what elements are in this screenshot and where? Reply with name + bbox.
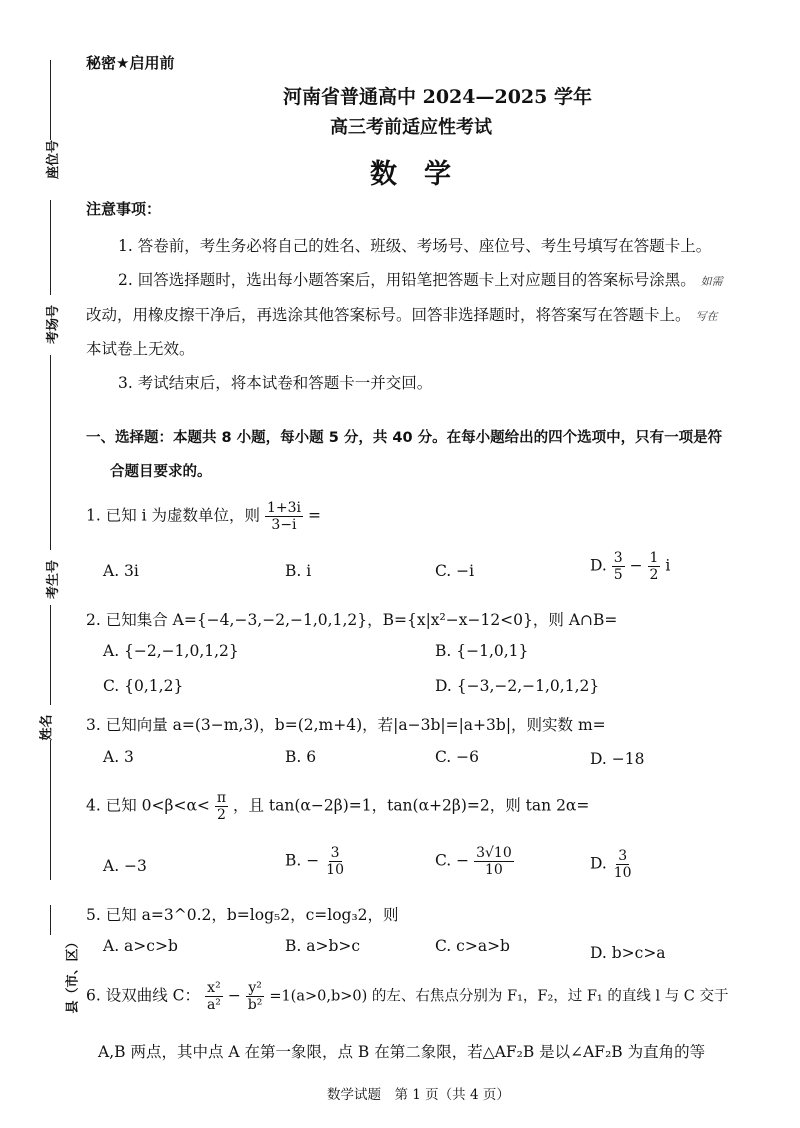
question-3-option-c: C. −6	[435, 748, 480, 766]
frac-num: 3	[618, 848, 628, 864]
frac-den: 2	[649, 567, 659, 583]
binding-line	[50, 740, 51, 880]
frac-num: 3	[330, 845, 340, 861]
question-1-text: 1. 已知 i 为虚数单位，则	[86, 506, 261, 525]
exam-title-line1: 河南省普通高中 2024—2025 学年	[283, 86, 592, 108]
question-1-equals: =	[307, 506, 321, 525]
frac-num: 3√10	[476, 845, 512, 861]
question-1-option-b: B. i	[285, 562, 312, 580]
frac-num: π	[216, 790, 227, 806]
frac-num: x²	[207, 980, 221, 996]
question-4-text-2: ，且 tan(α−2β)=1，tan(α+2β)=2，则 tan 2α=	[232, 796, 590, 815]
option-b-frac	[324, 845, 346, 878]
binding-line	[50, 200, 51, 295]
question-3-option-d: D. −18	[590, 750, 645, 768]
frac-den: b²	[247, 997, 263, 1013]
question-6-stem	[86, 980, 729, 1013]
option-d-frac1	[612, 550, 625, 583]
option-c-frac	[474, 845, 514, 878]
question-1-option-d	[590, 550, 670, 583]
fraction-numerator: 1+3i	[266, 500, 301, 516]
note-item-1: 1. 答卷前，考生务必将自己的姓名、班级、考场号、座位号、考生号填写在答题卡上。	[118, 237, 712, 255]
binding-line	[50, 605, 51, 705]
subject-title: 数 学	[370, 159, 451, 190]
note-item-2-end: 本试卷上无效。	[86, 340, 195, 358]
secret-label: 秘密★启用前	[86, 54, 175, 72]
option-b-label: B. −	[285, 851, 320, 870]
candidate-number-label: 考生号	[46, 559, 62, 600]
question-4-option-b	[285, 845, 346, 878]
county-label: 县（市、区）	[65, 935, 81, 1014]
question-5-option-b: B. a>b>c	[285, 937, 361, 955]
question-4-option-a: A. −3	[103, 857, 147, 875]
option-d-frac	[612, 848, 634, 881]
question-5-option-c: C. c>a>b	[435, 937, 510, 955]
question-5-option-a: A. a>c>b	[103, 937, 178, 955]
question-4-stem	[86, 790, 589, 823]
binding-line	[50, 60, 51, 140]
frac-den: 10	[485, 862, 503, 878]
note-item-2	[118, 268, 723, 290]
option-d-i: i	[665, 556, 671, 575]
frac-den: 10	[326, 862, 344, 878]
question-4-option-c	[435, 845, 514, 878]
note-item-2-hand2: 写在	[695, 310, 718, 323]
section-heading-cont: 合题目要求的。	[110, 464, 212, 480]
question-1-fraction	[265, 500, 303, 533]
question-1-stem	[86, 500, 321, 533]
page-footer: 数学试题 第 1 页（共 4 页）	[327, 1087, 510, 1103]
question-1-option-c: C. −i	[435, 562, 475, 580]
question-4-pi-frac	[215, 790, 228, 823]
question-6-text-2: =1(a>0,b>0) 的左、右焦点分别为 F₁，F₂，过 F₁ 的直线 l 与 C 交于	[269, 988, 729, 1005]
question-2-option-d: D. {−3,−2,−1,0,1,2}	[435, 677, 600, 695]
exam-room-label: 考场号	[46, 304, 62, 345]
frac-den: 2	[216, 807, 226, 823]
frac-den: 5	[613, 567, 623, 583]
question-2-option-c: C. {0,1,2}	[103, 677, 184, 695]
question-2-option-a: A. {−2,−1,0,1,2}	[103, 642, 239, 660]
question-1-option-a: A. 3i	[103, 562, 139, 580]
frac-num: 3	[613, 550, 623, 566]
question-5-stem: 5. 已知 a=3^0.2，b=log₅2，c=log₃2，则	[86, 906, 399, 924]
question-6-frac-y	[246, 980, 265, 1013]
binding-line	[50, 905, 51, 935]
frac-num: y²	[248, 980, 262, 996]
note-item-2-text2: 改动，用橡皮擦干净后，再选涂其他答案标号。回答非选择题时，将答案写在答题卡上。	[86, 306, 691, 324]
option-d-frac2	[648, 550, 661, 583]
frac-den: 10	[613, 865, 632, 881]
name-label: 姓名	[39, 714, 55, 741]
fraction-denominator: 3−i	[271, 517, 297, 533]
frac-den: a²	[206, 997, 221, 1013]
question-6-text: 6. 设双曲线 C：	[86, 986, 201, 1005]
question-6-frac-x	[205, 980, 223, 1013]
frac-num: 1	[649, 550, 659, 566]
question-3-option-b: B. 6	[285, 748, 317, 766]
question-3-stem: 3. 已知向量 a=(3−m,3)，b=(2,m+4)，若|a−3b|=|a+3b|，则实数 m=	[86, 716, 606, 734]
note-item-3: 3. 考试结束后，将本试卷和答题卡一并交回。	[118, 374, 433, 392]
seat-number-label: 座位号	[46, 139, 62, 180]
note-item-2-cont	[86, 303, 717, 325]
question-4-text: 4. 已知 0<β<α<	[86, 796, 210, 815]
question-2-option-b: B. {−1,0,1}	[435, 642, 529, 660]
question-6-minus: −	[227, 986, 241, 1005]
exam-title-line2: 高三考前适应性考试	[330, 117, 492, 138]
question-6-line2: A,B 两点，其中点 A 在第一象限，点 B 在第二象限，若△AF₂B 是以∠AF₂B 为直角的等	[98, 1043, 706, 1061]
section-heading: 一、选择题：本题共 8 小题，每小题 5 分，共 40 分。在每小题给出的四个选项中，只有一项是符	[86, 430, 723, 446]
option-d-label: D.	[590, 556, 607, 575]
question-5-option-d: D. b>c>a	[590, 944, 666, 962]
option-d-minus: −	[629, 556, 643, 575]
note-item-2-hand: 如需	[700, 275, 723, 288]
note-item-2-text: 2. 回答选择题时，选出每小题答案后，用铅笔把答题卡上对应题目的答案标号涂黑。	[118, 271, 696, 289]
option-c-label: C. −	[435, 851, 470, 870]
notes-heading: 注意事项：	[86, 200, 162, 218]
option-d-label: D.	[590, 854, 607, 873]
question-3-option-a: A. 3	[103, 748, 134, 766]
question-2-stem: 2. 已知集合 A={−4,−3,−2,−1,0,1,2}，B={x|x²−x−12<0}，则 A∩B=	[86, 611, 618, 629]
question-4-option-d	[590, 848, 634, 881]
binding-line	[50, 355, 51, 550]
